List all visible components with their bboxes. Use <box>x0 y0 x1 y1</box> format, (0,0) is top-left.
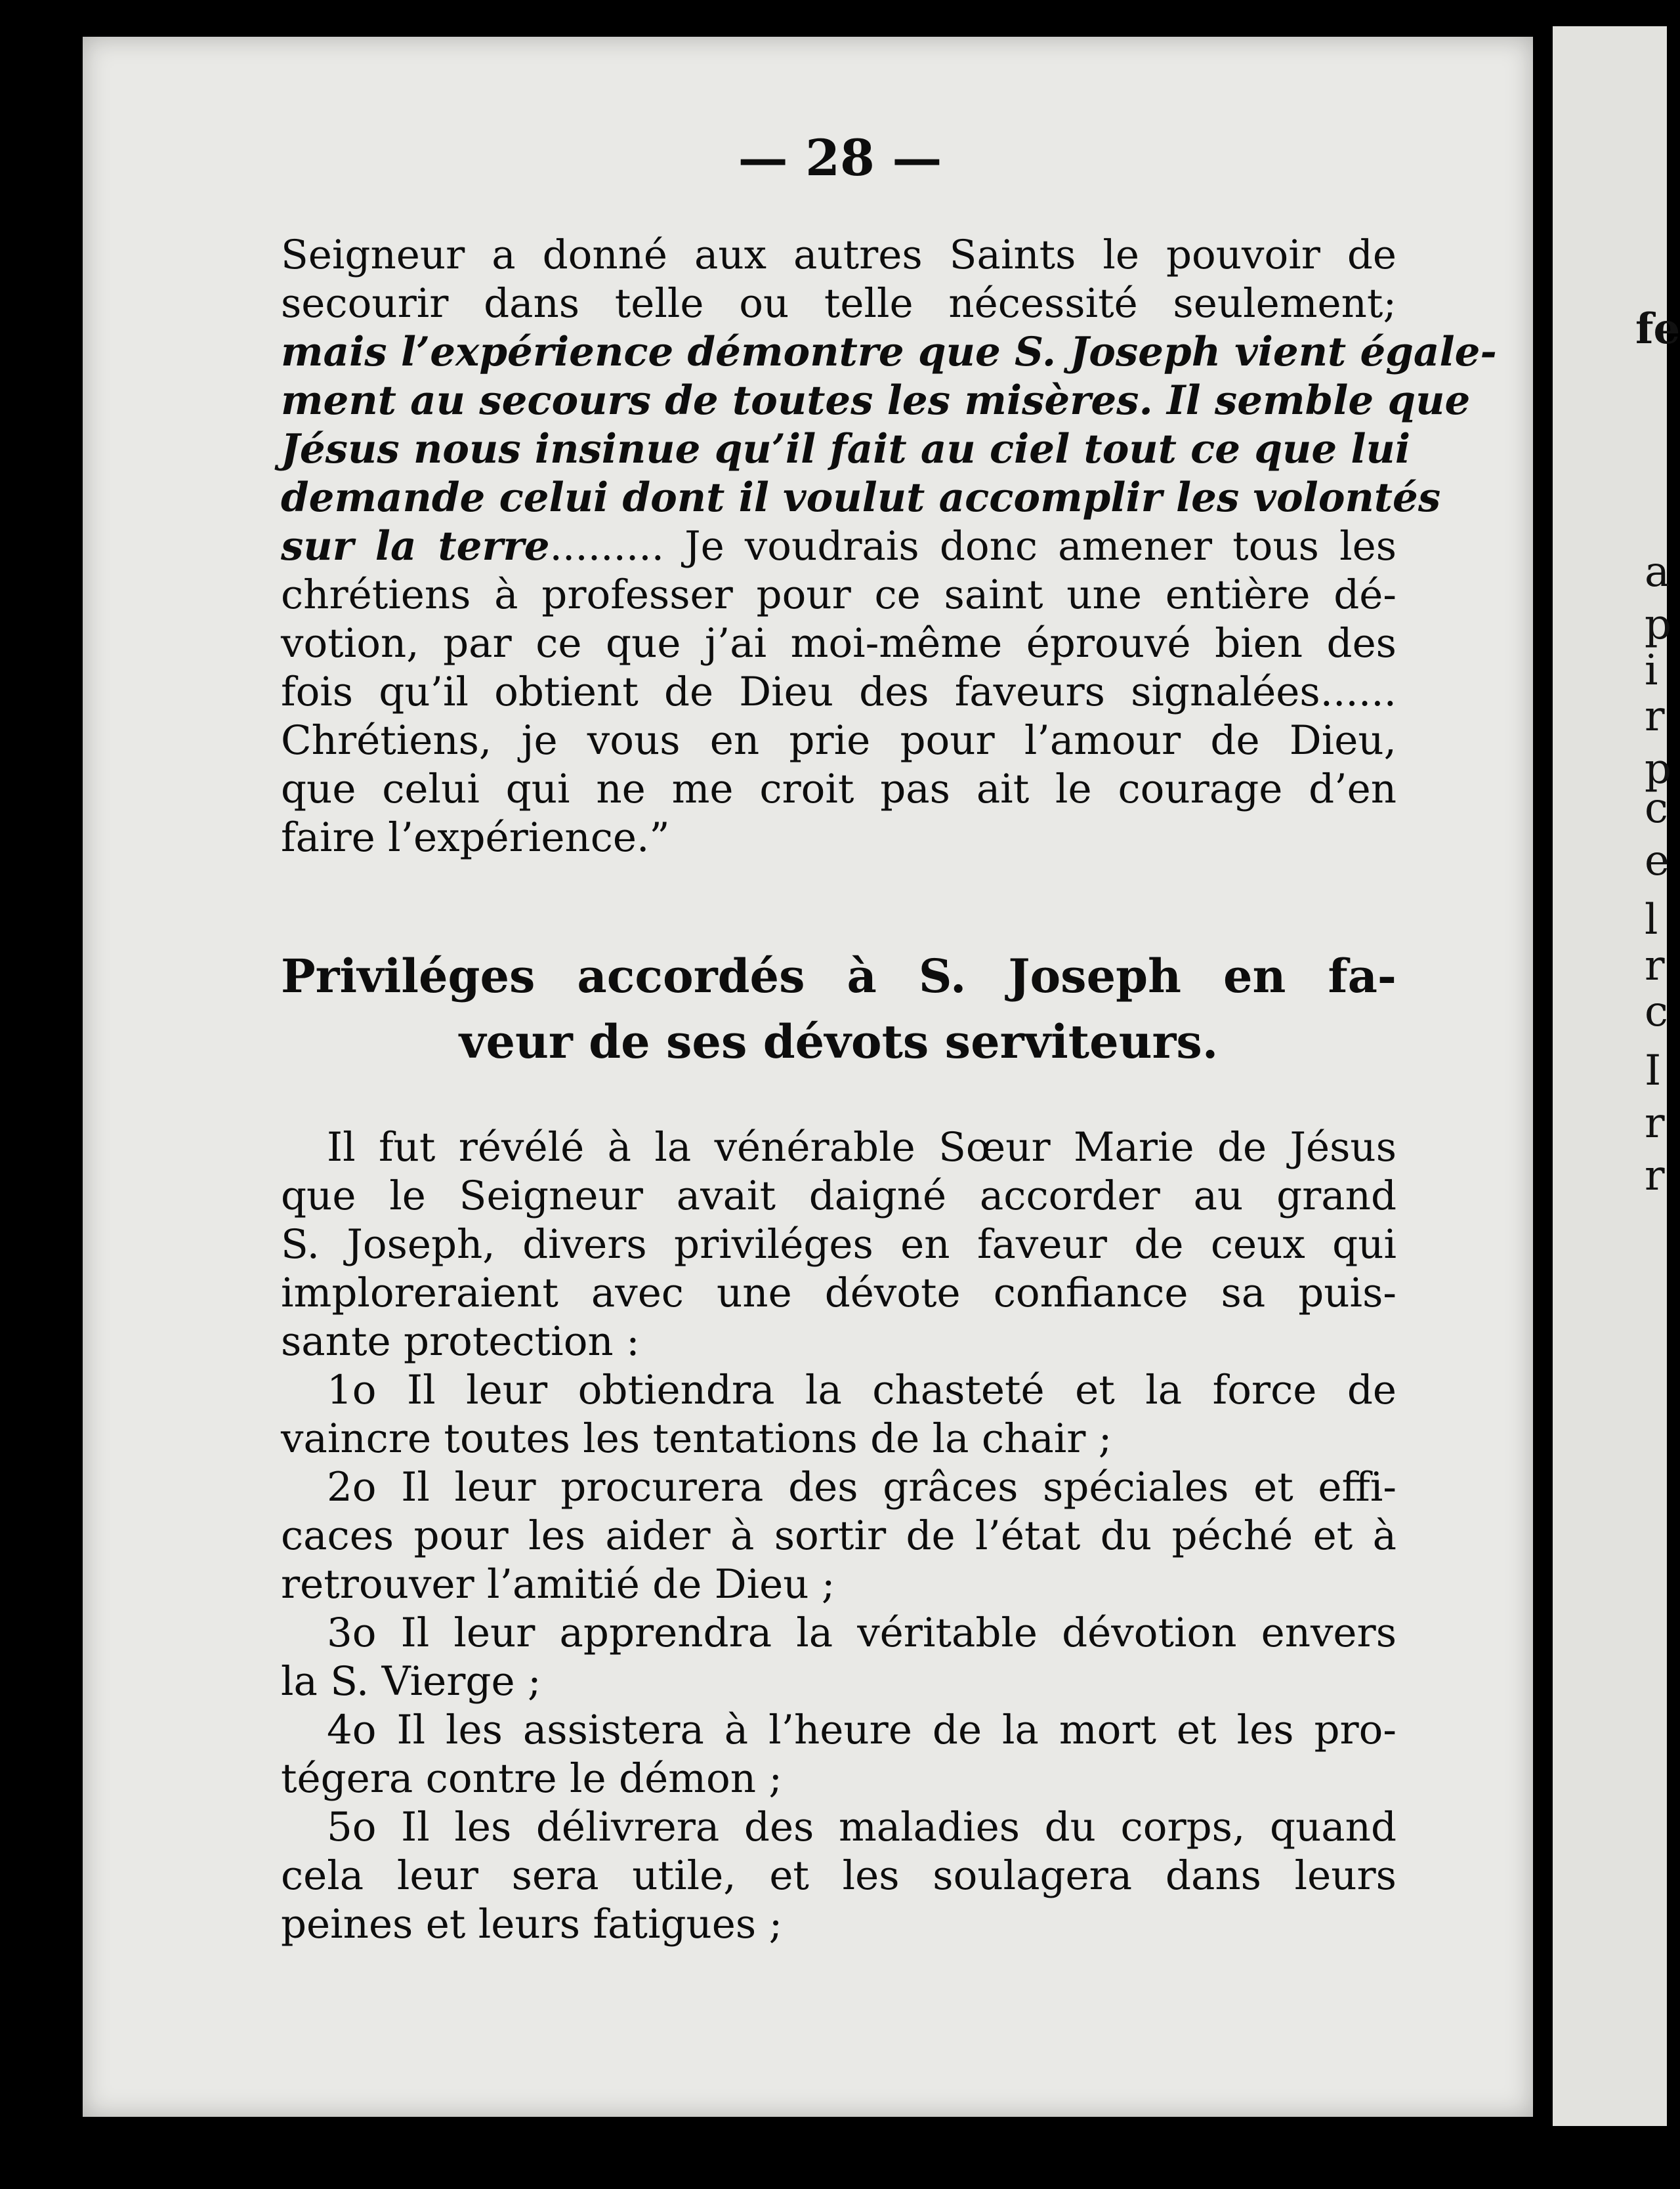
adjacent-page-text: r <box>1645 692 1665 741</box>
body-line: peines et leurs fatigues ; <box>281 1901 783 1948</box>
page-gutter <box>1533 0 1553 2189</box>
body-line: Il fut révélé à la vénérable Sœur Marie de Jésus <box>327 1124 1396 1171</box>
body-line: 4o Il les assistera à l’heure de la mort et les pro- <box>327 1707 1396 1753</box>
body-line: retrouver l’amitié de Dieu ; <box>281 1561 835 1608</box>
quote-line: Chrétiens, je vous en prie pour l’amour de Dieu, <box>281 717 1396 764</box>
quote-line: faire l’expérience.” <box>281 814 670 861</box>
body-line: que le Seigneur avait daigné accorder au grand <box>281 1173 1396 1219</box>
section-heading <box>281 944 1396 1075</box>
heading-line: veur de ses dévots serviteurs. <box>459 1014 1219 1069</box>
quote-line-italic: mais l’expérience démontre que S. Joseph vient égale- <box>281 329 1497 375</box>
quote-line-italic: demande celui dont il voulut accomplir les volontés <box>281 474 1441 521</box>
body-paragraph <box>281 1123 1396 1949</box>
adjacent-page-text: e <box>1645 837 1670 885</box>
quote-line-italic: ment au secours de toutes les misères. Il semble que <box>281 377 1471 424</box>
adjacent-page-text: fe <box>1635 304 1680 354</box>
adjacent-page-text: I <box>1645 1047 1662 1095</box>
adjacent-page-text: r <box>1645 1152 1665 1200</box>
quote-mixed-line <box>281 522 1396 571</box>
quote-normal-fragment: ......... Je voudrais donc amener tous les <box>549 523 1397 570</box>
body-line: la S. Vierge ; <box>281 1658 541 1705</box>
adjacent-page-text: c <box>1645 988 1668 1036</box>
quote-italic-fragment: sur la terre <box>281 523 550 570</box>
body-line: caces pour les aider à sortir de l’état du péché et à <box>281 1512 1396 1559</box>
adjacent-page-text: c <box>1645 784 1668 833</box>
body-line: 2o Il leur procurera des grâces spéciales et effi- <box>327 1464 1396 1511</box>
adjacent-page-text: i <box>1645 646 1658 695</box>
quote-line: secourir dans telle ou telle nécessité seulement; <box>281 280 1396 327</box>
adjacent-page-text: a <box>1645 548 1670 596</box>
quote-line: Seigneur a donné aux autres Saints le pouvoir de <box>281 232 1396 278</box>
adjacent-page-text: r <box>1645 942 1665 990</box>
body-line: vaincre toutes les tentations de la chair ; <box>281 1415 1112 1462</box>
body-line: 1o Il leur obtiendra la chasteté et la force de <box>327 1367 1396 1413</box>
body-line: 3o Il leur apprendra la véritable dévotion envers <box>327 1610 1396 1656</box>
body-line: S. Joseph, divers priviléges en faveur de ceux qui <box>281 1221 1396 1268</box>
adjacent-page-text: p <box>1645 745 1671 793</box>
adjacent-page-text: p <box>1645 600 1671 649</box>
adjacent-page-text: l <box>1645 896 1658 944</box>
quote-line: chrétiens à professer pour ce saint une entière dé- <box>281 572 1396 618</box>
body-line: cela leur sera utile, et les soulagera dans leurs <box>281 1852 1396 1899</box>
quote-line: votion, par ce que j’ai moi-même éprouvé bien des <box>281 620 1396 667</box>
adjacent-page-fragment <box>1553 26 1680 2126</box>
heading-line: Priviléges accordés à S. Joseph en fa- <box>281 949 1396 1003</box>
quote-line-italic: Jésus nous insinue qu’il fait au ciel tout ce que lui <box>281 426 1411 472</box>
page-number: — 28 — <box>738 129 942 187</box>
body-line: imploreraient avec une dévote confiance sa puis- <box>281 1270 1396 1316</box>
quote-paragraph <box>281 231 1497 862</box>
quote-line: fois qu’il obtient de Dieu des faveurs signalées...... <box>281 669 1396 715</box>
body-line: tégera contre le démon ; <box>281 1755 782 1802</box>
body-line: 5o Il les délivrera des maladies du corps, quand <box>327 1804 1396 1850</box>
body-line: sante protection : <box>281 1318 640 1365</box>
adjacent-page-text: r <box>1645 1099 1665 1148</box>
quote-line: que celui qui ne me croit pas ait le courage d’en <box>281 766 1396 812</box>
